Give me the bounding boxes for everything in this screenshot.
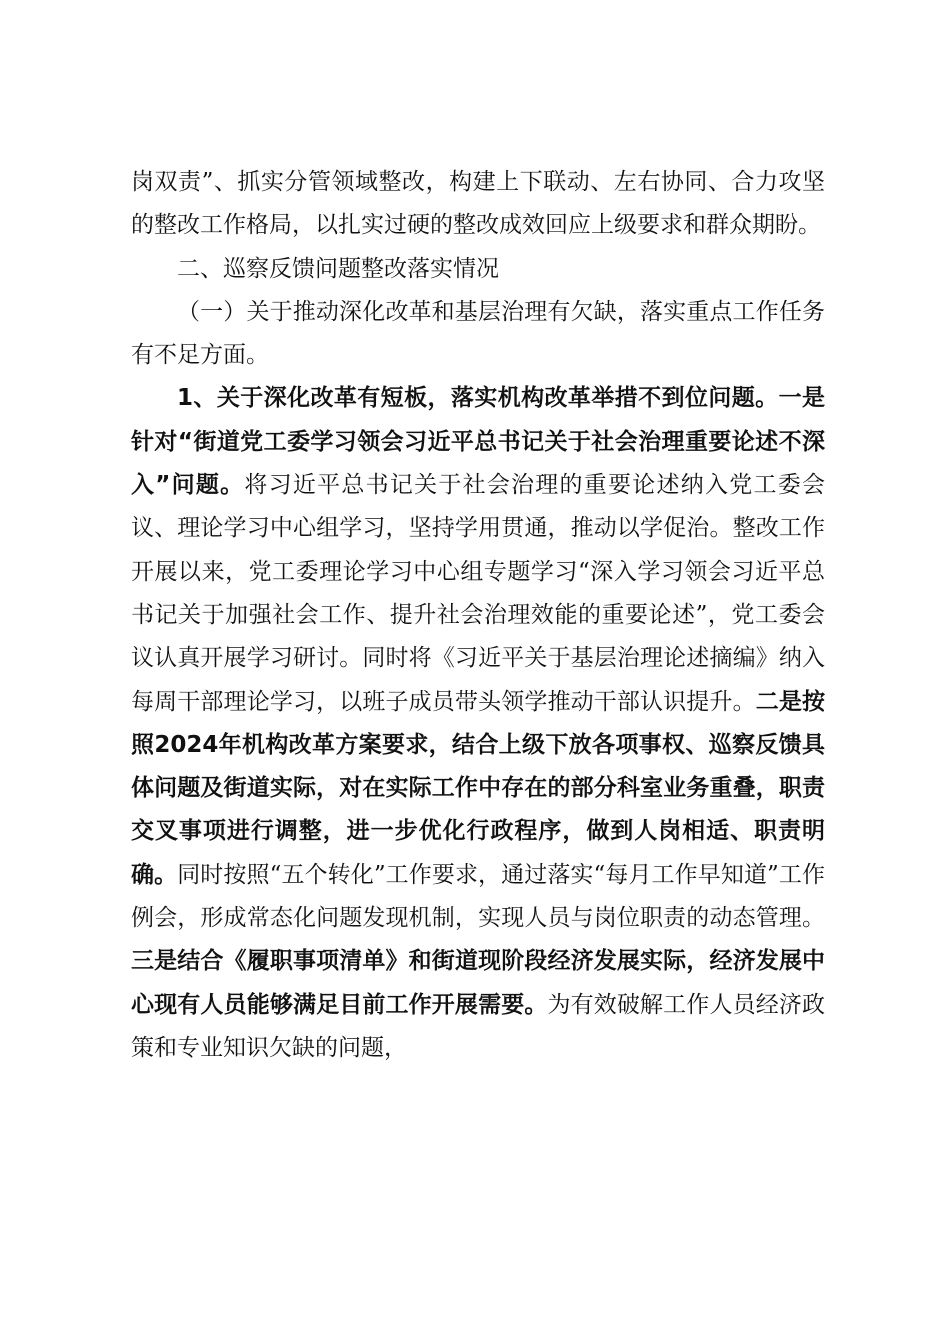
point-1-lead: 一是针对“街道党工委学习领会习近平总书记关于社会治理重要论述不深入”问题。 <box>131 385 826 499</box>
point-3-lead: 三是结合《履职事项清单》和街道现阶段经济发展实际，经济发展中心现有人员能够满足目前工作开展需要。 <box>131 948 825 1018</box>
document-body <box>131 161 825 1070</box>
item-1-title: 1、关于深化改革有短板，落实机构改革举措不到位问题。 <box>177 385 779 412</box>
point-2-lead: 二是按照2024年机构改革方案要求，结合上级下放各项事权、巡察反馈具体问题及街道实际，对在实际工作中存在的部分科室业务重叠，职责交叉事项进行调整，进一步优化行政程序，做到人岗相适、职责明确。 <box>131 688 826 888</box>
paragraph-continuation: 岗双责”、抓实分管领域整改，构建上下联动、左右协同、合力攻坚的整改工作格局，以扎实过硬的整改成效回应上级要求和群众期盼。 <box>131 169 825 239</box>
section-heading: 二、巡察反馈问题整改落实情况 <box>177 255 499 282</box>
item-1-paragraph <box>131 377 825 1070</box>
point-3-text: 为有效破解工作人员经济政策和专业知识欠缺的问题， <box>131 991 826 1061</box>
point-1-text: 将习近平总书记关于社会治理的重要论述纳入党工委会议、理论学习中心组学习，坚持学用贯通，推动以学促治。整改工作开展以来，党工委理论学习中心组专题学习“深入学习领会习近平总书记关于加强社会工作、提升社会治理效能的重要论述”，党工委会议认真开展学习研讨。同时将《习近平关于基层治理论述摘编》纳入每周干部理论学习，以班子成员带头领学推动干部认识提升。 <box>131 472 826 715</box>
subsection-heading: （一）关于推动深化改革和基层治理有欠缺，落实重点工作任务有不足方面。 <box>131 298 825 369</box>
point-2-text: 同时按照“五个转化”工作要求，通过落实“每月工作早知道”工作例会，形成常态化问题发现机制，实现人员与岗位职责的动态管理。 <box>131 861 825 932</box>
